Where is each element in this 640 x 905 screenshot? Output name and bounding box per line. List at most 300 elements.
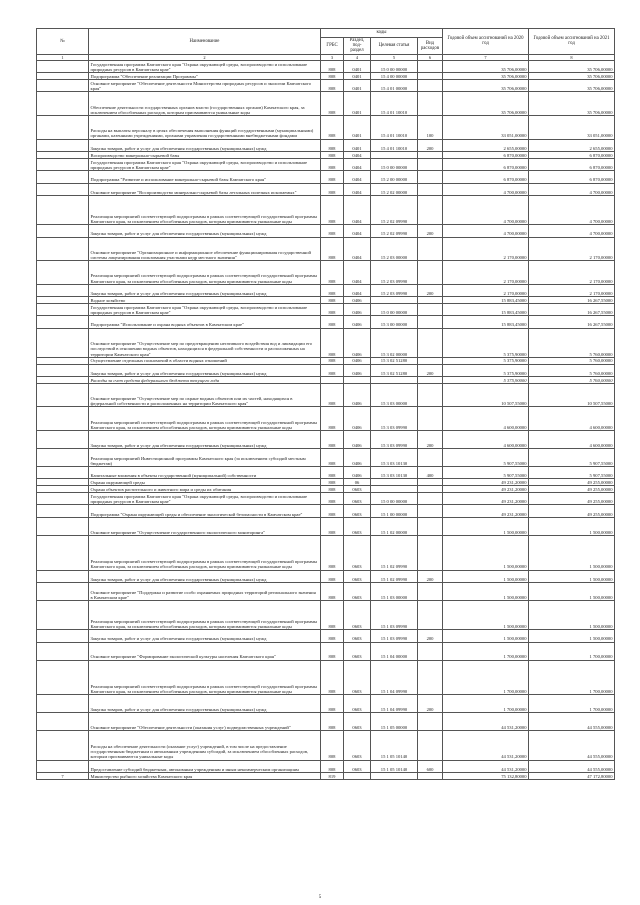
razdel-code: 06 (344, 479, 371, 486)
celevaya-statya-code: 15 2 00 00000 (371, 171, 418, 183)
sum-2020: 49 231,20000 (443, 486, 529, 493)
celevaya-statya-code: 15 3 00 00000 (371, 316, 418, 328)
razdel-code: 0406 (344, 303, 371, 315)
vid-rashodov-code (418, 183, 443, 195)
sum-2020: 1 500,00000 (443, 630, 529, 642)
sum-2020: 15 883,45000 (443, 316, 529, 328)
row-number (37, 642, 89, 660)
sum-2021: 5 760,00000 (529, 328, 615, 357)
column-index: 6 (418, 54, 443, 60)
sum-2021: 49 255,00000 (529, 479, 615, 486)
sum-2020: 5 375,90000 (443, 328, 529, 357)
item-name: Основное мероприятие "Формирование экологической культуры населения Камчатского края" (89, 642, 321, 660)
table-row (37, 479, 615, 486)
table-row (37, 115, 615, 139)
vid-rashodov-code: 200 (418, 570, 443, 582)
row-number (37, 467, 89, 479)
vid-rashodov-code: 200 (418, 630, 443, 642)
sum-2020: 44 531,20000 (443, 760, 529, 772)
item-name: Подпрограмма "Обеспечение реализации Программы" (89, 73, 321, 80)
sum-2021: 1 500,00000 (529, 570, 615, 582)
vid-rashodov-code: 200 (418, 695, 443, 713)
sum-2021: 4 700,00000 (529, 183, 615, 195)
vid-rashodov-code: 200 (418, 225, 443, 237)
row-number (37, 139, 89, 151)
celevaya-statya-code: 15 3 03 10130 (371, 467, 418, 479)
grbs-code: 808 (321, 261, 344, 285)
celevaya-statya-code: 15 0 00 00000 (371, 60, 418, 72)
row-number (37, 600, 89, 629)
sum-2020: 4 700,00000 (443, 183, 529, 195)
grbs-code: 808 (321, 383, 344, 407)
razdel-code: 0406 (344, 383, 371, 407)
razdel-code: 0404 (344, 284, 371, 296)
sum-2021: 5 907,55000 (529, 449, 615, 467)
item-name: Закупка товаров, работ и услуг для обеспечения государственных (муниципальных) нужд (89, 695, 321, 713)
row-number (37, 486, 89, 493)
sum-2021: 35 706,00000 (529, 60, 615, 72)
sum-2021: 5 760,00000 (529, 357, 615, 364)
sum-2021: 49 255,00000 (529, 486, 615, 493)
table-row (37, 467, 615, 479)
table-row (37, 225, 615, 237)
table-row (37, 570, 615, 582)
vid-rashodov-code (418, 261, 443, 285)
celevaya-statya-code: 15 3 02 51280 (371, 357, 418, 364)
razdel-code: 0404 (344, 237, 371, 261)
celevaya-statya-code: 15 1 02 00000 (371, 517, 418, 535)
sum-2020: 5 375,90000 (443, 357, 529, 364)
item-name: Охрана объектов растительного и животного мира и среды их обитания (89, 486, 321, 493)
row-number (37, 630, 89, 642)
row-number (37, 760, 89, 772)
razdel-code: 0401 (344, 115, 371, 139)
grbs-code: 808 (321, 713, 344, 731)
row-number (37, 695, 89, 713)
razdel-code: 0603 (344, 582, 371, 600)
celevaya-statya-code (371, 377, 418, 384)
item-name: Реализация мероприятий соответствующей подпрограммы в рамках соответствующей государственной программы Камчатского края, за исключением обособленных расходов, которым присваиваются уникальные коды (89, 600, 321, 629)
row-number (37, 449, 89, 467)
razdel-code (344, 377, 371, 384)
item-name: Государственная программа Камчатского края "Охрана окружающей среды, воспроизводство и использование природных ресурсов в Камчатском крае" (89, 303, 321, 315)
celevaya-statya-code: 15 1 05 00000 (371, 713, 418, 731)
grbs-code: 808 (321, 535, 344, 570)
celevaya-statya-code: 15 3 03 09990 (371, 407, 418, 431)
table-row (37, 600, 615, 629)
sum-2020: 4 600,00000 (443, 431, 529, 449)
column-index: 4 (344, 54, 371, 60)
vid-rashodov-code (418, 660, 443, 695)
celevaya-statya-code: 15 2 03 09990 (371, 284, 418, 296)
razdel-code: 0406 (344, 357, 371, 364)
table-row (37, 505, 615, 517)
row-number (37, 731, 89, 760)
celevaya-statya-code: 15 1 05 10140 (371, 731, 418, 760)
sum-2021: 2 170,00000 (529, 261, 615, 285)
header-sum-2020: Годовой объем ассигнований на 2020 год (443, 29, 529, 55)
row-number (37, 303, 89, 315)
sum-2021: 2 170,00000 (529, 237, 615, 261)
celevaya-statya-code (371, 486, 418, 493)
vid-rashodov-code: 200 (418, 364, 443, 376)
vid-rashodov-code (418, 60, 443, 72)
sum-2020: 2 170,00000 (443, 237, 529, 261)
row-number (37, 377, 89, 384)
razdel-code: 0406 (344, 297, 371, 304)
razdel-code: 0603 (344, 535, 371, 570)
vid-rashodov-code (418, 151, 443, 158)
vid-rashodov-code (418, 731, 443, 760)
razdel-code: 0603 (344, 731, 371, 760)
celevaya-statya-code: 15 1 04 09990 (371, 695, 418, 713)
sum-2020: 15 883,45000 (443, 303, 529, 315)
razdel-code: 0404 (344, 171, 371, 183)
table-row (37, 493, 615, 505)
celevaya-statya-code: 15 3 02 51280 (371, 364, 418, 376)
grbs-code: 808 (321, 630, 344, 642)
grbs-code: 808 (321, 660, 344, 695)
table-row (37, 431, 615, 449)
sum-2021: 1 500,00000 (529, 582, 615, 600)
table-row (37, 73, 615, 80)
table-row (37, 139, 615, 151)
table-row (37, 630, 615, 642)
sum-2021: 1 700,00000 (529, 642, 615, 660)
celevaya-statya-code: 15 1 03 00000 (371, 582, 418, 600)
table-row (37, 517, 615, 535)
table-row (37, 772, 615, 779)
vid-rashodov-code (418, 713, 443, 731)
table-row (37, 449, 615, 467)
table-row (37, 60, 615, 72)
row-number (37, 195, 89, 224)
budget-table-sheet (36, 28, 614, 780)
sum-2021: 4 600,00000 (529, 431, 615, 449)
item-name: Основное мероприятие "Осуществление государственного экологического мониторинга" (89, 517, 321, 535)
vid-rashodov-code (418, 449, 443, 467)
sum-2020: 1 700,00000 (443, 695, 529, 713)
item-name: Основное мероприятие "Организационное и информационное обеспечение функционирования государственной системы лицензирования пользования участками недр местного значения" (89, 237, 321, 261)
grbs-code (321, 377, 344, 384)
vid-rashodov-code (418, 517, 443, 535)
grbs-code: 808 (321, 80, 344, 92)
header-codes-group: коды (321, 29, 443, 38)
table-row (37, 760, 615, 772)
sum-2021: 35 706,00000 (529, 92, 615, 116)
budget-table-body (37, 60, 615, 779)
vid-rashodov-code (418, 582, 443, 600)
razdel-code: 0406 (344, 407, 371, 431)
sum-2020: 2 170,00000 (443, 261, 529, 285)
grbs-code: 808 (321, 407, 344, 431)
celevaya-statya-code: 15 2 03 00000 (371, 237, 418, 261)
vid-rashodov-code (418, 195, 443, 224)
celevaya-statya-code: 15 4 01 10010 (371, 115, 418, 139)
grbs-code: 808 (321, 328, 344, 357)
item-name: Капитальные вложения в объекты государственной (муниципальной) собственности (89, 467, 321, 479)
grbs-code: 808 (321, 73, 344, 80)
table-row (37, 357, 615, 364)
sum-2021: 49 255,00000 (529, 505, 615, 517)
grbs-code: 808 (321, 237, 344, 261)
celevaya-statya-code: 15 4 00 00000 (371, 73, 418, 80)
vid-rashodov-code (418, 237, 443, 261)
razdel-code: 0603 (344, 486, 371, 493)
razdel-code: 0603 (344, 517, 371, 535)
row-number (37, 364, 89, 376)
item-name: Расходы на обеспечение деятельности (оказание услуг) учреждений, в том числе на предоставление государственным бюджетным и автономным учреждениям субсидий, за исключением обособленных расходов, которым присваиваются уникальные коды (89, 731, 321, 760)
table-row (37, 377, 615, 384)
sum-2021: 49 255,00000 (529, 493, 615, 505)
vid-rashodov-code (418, 316, 443, 328)
celevaya-statya-code: 15 1 03 09990 (371, 630, 418, 642)
grbs-code: 808 (321, 570, 344, 582)
celevaya-statya-code (371, 297, 418, 304)
razdel-code: 0603 (344, 570, 371, 582)
sum-2021: 1 500,00000 (529, 517, 615, 535)
row-number (37, 92, 89, 116)
sum-2021: 16 267,55000 (529, 297, 615, 304)
sum-2020: 35 706,00000 (443, 92, 529, 116)
grbs-code: 808 (321, 479, 344, 486)
row-number (37, 73, 89, 80)
table-row (37, 297, 615, 304)
razdel-code: 0406 (344, 328, 371, 357)
celevaya-statya-code: 15 0 00 00000 (371, 158, 418, 170)
grbs-code: 808 (321, 195, 344, 224)
celevaya-statya-code: 15 3 03 10130 (371, 449, 418, 467)
grbs-code: 808 (321, 760, 344, 772)
row-number (37, 383, 89, 407)
razdel-code: 0406 (344, 364, 371, 376)
sum-2020: 5 907,55000 (443, 449, 529, 467)
vid-rashodov-code: 200 (418, 284, 443, 296)
item-name: Предоставление субсидий бюджетным, автономным учреждениям и иным некоммерческим организациям (89, 760, 321, 772)
vid-rashodov-code (418, 377, 443, 384)
celevaya-statya-code (371, 479, 418, 486)
sum-2020: 33 051,00000 (443, 115, 529, 139)
table-row (37, 316, 615, 328)
sum-2020: 2 170,00000 (443, 284, 529, 296)
table-row (37, 364, 615, 376)
column-index: 1 (37, 54, 89, 60)
celevaya-statya-code: 15 1 04 09990 (371, 660, 418, 695)
sum-2021: 4 700,00000 (529, 225, 615, 237)
vid-rashodov-code (418, 535, 443, 570)
item-name: Государственная программа Камчатского края "Охрана окружающей среды, воспроизводство и использование природных ресурсов в Камчатском крае" (89, 493, 321, 505)
grbs-code: 808 (321, 364, 344, 376)
celevaya-statya-code: 15 2 02 09990 (371, 225, 418, 237)
sum-2021: 44 555,00000 (529, 713, 615, 731)
sum-2021: 6 870,00000 (529, 171, 615, 183)
sum-2020: 15 883,45000 (443, 297, 529, 304)
budget-table (36, 28, 615, 780)
vid-rashodov-code (418, 158, 443, 170)
row-number (37, 80, 89, 92)
celevaya-statya-code: 15 0 00 00000 (371, 493, 418, 505)
item-name: Подпрограмма "Охрана окружающей среды и обеспечение экологической безопасности в Камчатском крае" (89, 505, 321, 517)
item-name: Закупка товаров, работ и услуг для обеспечения государственных (муниципальных) нужд (89, 139, 321, 151)
item-name: Основное мероприятие "Осуществление мер по охране водных объектов или их частей, находящихся в федеральной собственности и расположенных на территории Камчатского края" (89, 383, 321, 407)
table-row (37, 486, 615, 493)
item-name: Основное мероприятие "Осуществление мер по предотвращению негативного воздействия вод и ликвидации его последствий в отношении водных объектов, находящихся в федеральной собственности и расположенных на территории Камчатского края" (89, 328, 321, 357)
sum-2020: 5 375,90000 (443, 364, 529, 376)
item-name: Расходы за счет средств федерального бюджета текущего года (89, 377, 321, 384)
razdel-code: 0404 (344, 183, 371, 195)
sum-2021: 2 170,00000 (529, 284, 615, 296)
vid-rashodov-code (418, 297, 443, 304)
grbs-code: 808 (321, 357, 344, 364)
vid-rashodov-code: 100 (418, 115, 443, 139)
grbs-code: 808 (321, 642, 344, 660)
sum-2020: 49 231,20000 (443, 479, 529, 486)
vid-rashodov-code (418, 171, 443, 183)
razdel-code: 0603 (344, 630, 371, 642)
razdel-code: 0404 (344, 225, 371, 237)
item-name: Закупка товаров, работ и услуг для обеспечения государственных (муниципальных) нужд (89, 630, 321, 642)
grbs-code: 808 (321, 517, 344, 535)
sum-2020: 1 500,00000 (443, 570, 529, 582)
vid-rashodov-code (418, 486, 443, 493)
celevaya-statya-code: 15 2 02 00000 (371, 183, 418, 195)
grbs-code: 819 (321, 772, 344, 779)
sum-2020: 35 706,00000 (443, 80, 529, 92)
row-number (37, 171, 89, 183)
sum-2020: 2 655,00000 (443, 139, 529, 151)
grbs-code: 808 (321, 284, 344, 296)
item-name: Подпрограмма "Использование и охрана водных объектов в Камчатском крае" (89, 316, 321, 328)
item-name: Подпрограмма "Развитие и использование минерально-сырьевой базы Камчатского края" (89, 171, 321, 183)
sum-2020: 1 500,00000 (443, 535, 529, 570)
grbs-code: 808 (321, 316, 344, 328)
celevaya-statya-code: 15 1 03 09990 (371, 600, 418, 629)
sum-2020: 6 870,00000 (443, 171, 529, 183)
sum-2021: 16 267,55000 (529, 316, 615, 328)
table-row (37, 80, 615, 92)
sum-2020: 1 500,00000 (443, 517, 529, 535)
razdel-code: 0603 (344, 600, 371, 629)
sum-2020: 5 375,90000 (443, 377, 529, 384)
vid-rashodov-code: 400 (418, 467, 443, 479)
table-row (37, 695, 615, 713)
razdel-code: 0401 (344, 92, 371, 116)
item-name: Закупка товаров, работ и услуг для обеспечения государственных (муниципальных) нужд (89, 570, 321, 582)
table-row (37, 171, 615, 183)
sum-2021: 16 267,55000 (529, 303, 615, 315)
table-row (37, 303, 615, 315)
column-index: 2 (89, 54, 321, 60)
vid-rashodov-code: 200 (418, 431, 443, 449)
sum-2021: 6 870,00000 (529, 151, 615, 158)
sum-2021: 1 500,00000 (529, 600, 615, 629)
sum-2020: 6 870,00000 (443, 158, 529, 170)
celevaya-statya-code: 15 4 01 10010 (371, 139, 418, 151)
row-number (37, 115, 89, 139)
item-name: Закупка товаров, работ и услуг для обеспечения государственных (муниципальных) нужд (89, 431, 321, 449)
razdel-code: 0603 (344, 713, 371, 731)
header-vid-rashodov: Вид расходов (418, 38, 443, 55)
header-sum-2021: Годовой объем ассигнований на 2021 год (529, 29, 615, 55)
row-number (37, 261, 89, 285)
grbs-code: 808 (321, 183, 344, 195)
sum-2020: 1 700,00000 (443, 642, 529, 660)
vid-rashodov-code (418, 505, 443, 517)
header-razdel: Раздел, под- раздел (344, 38, 371, 55)
item-name: Реализация мероприятий соответствующей подпрограммы в рамках соответствующей государственной программы Камчатского края, за исключением обособленных расходов, которым присваиваются уникальные коды (89, 261, 321, 285)
sum-2021: 4 700,00000 (529, 195, 615, 224)
column-index: 5 (371, 54, 418, 60)
grbs-code: 808 (321, 582, 344, 600)
celevaya-statya-code: 15 2 02 09990 (371, 195, 418, 224)
table-row (37, 284, 615, 296)
sum-2020: 4 700,00000 (443, 195, 529, 224)
row-number (37, 357, 89, 364)
celevaya-statya-code: 15 2 03 09990 (371, 261, 418, 285)
grbs-code: 808 (321, 600, 344, 629)
razdel-code: 0603 (344, 660, 371, 695)
item-name: Осуществление отдельных полномочий в области водных отношений (89, 357, 321, 364)
item-name: Основное мероприятие "Обеспечение деятельности Министерства природных ресурсов и экологии Камчатского края" (89, 80, 321, 92)
row-number (37, 297, 89, 304)
table-row (37, 151, 615, 158)
sum-2021: 35 706,00000 (529, 73, 615, 80)
row-number (37, 284, 89, 296)
grbs-code: 808 (321, 731, 344, 760)
table-row (37, 328, 615, 357)
item-name: Закупка товаров, работ и услуг для обеспечения государственных (муниципальных) нужд (89, 364, 321, 376)
sum-2020: 10 507,55000 (443, 383, 529, 407)
celevaya-statya-code: 15 3 03 00000 (371, 383, 418, 407)
sum-2020: 4 700,00000 (443, 225, 529, 237)
item-name: Реализация мероприятий соответствующей подпрограммы в рамках соответствующей государственной программы Камчатского края, за исключением обособленных расходов, которым присваиваются уникальные коды (89, 535, 321, 570)
razdel-code: 0404 (344, 195, 371, 224)
item-name: Обеспечение деятельности государственных органов власти (государственных органов) Камчатского края, за исключением обособленных расходов, которым присваиваются уникальные коды (89, 92, 321, 116)
row-number (37, 158, 89, 170)
sum-2020: 1 500,00000 (443, 582, 529, 600)
table-row (37, 92, 615, 116)
sum-2021: 5 760,00000 (529, 364, 615, 376)
grbs-code: 808 (321, 431, 344, 449)
item-name: Реализация мероприятий соответствующей подпрограммы в рамках соответствующей государственной программы Камчатского края, за исключением обособленных расходов, которым присваиваются уникальные коды (89, 660, 321, 695)
item-name: Основное мероприятие "Обеспечение деятельности (оказания услуг) подведомственных учреждений" (89, 713, 321, 731)
sum-2021: 35 706,00000 (529, 80, 615, 92)
page-number: 5 (318, 895, 322, 900)
row-number (37, 660, 89, 695)
sum-2020: 49 231,20000 (443, 493, 529, 505)
item-name: Основное мероприятие "Поддержка и развитие особо охраняемых природных территорий регионального значения в Камчатском крае" (89, 582, 321, 600)
row-number (37, 535, 89, 570)
row-number: 7 (37, 772, 89, 779)
celevaya-statya-code: 15 1 04 00000 (371, 642, 418, 660)
row-number (37, 237, 89, 261)
grbs-code: 808 (321, 139, 344, 151)
razdel-code: 0401 (344, 139, 371, 151)
vid-rashodov-code (418, 73, 443, 80)
sum-2021: 6 870,00000 (529, 158, 615, 170)
table-row (37, 642, 615, 660)
item-name: Закупка товаров, работ и услуг для обеспечения государственных (муниципальных) нужд (89, 225, 321, 237)
sum-2021: 10 507,55000 (529, 383, 615, 407)
grbs-code: 808 (321, 92, 344, 116)
row-number (37, 570, 89, 582)
sum-2020: 6 870,00000 (443, 151, 529, 158)
sum-2020: 4 600,00000 (443, 407, 529, 431)
item-name: Реализация мероприятий соответствующей подпрограммы в рамках соответствующей государственной программы Камчатского края, за исключением обособленных расходов, которым присваиваются уникальные коды (89, 407, 321, 431)
header-celevaya-statya: Целевая статья (371, 38, 418, 55)
vid-rashodov-code (418, 493, 443, 505)
table-row (37, 237, 615, 261)
